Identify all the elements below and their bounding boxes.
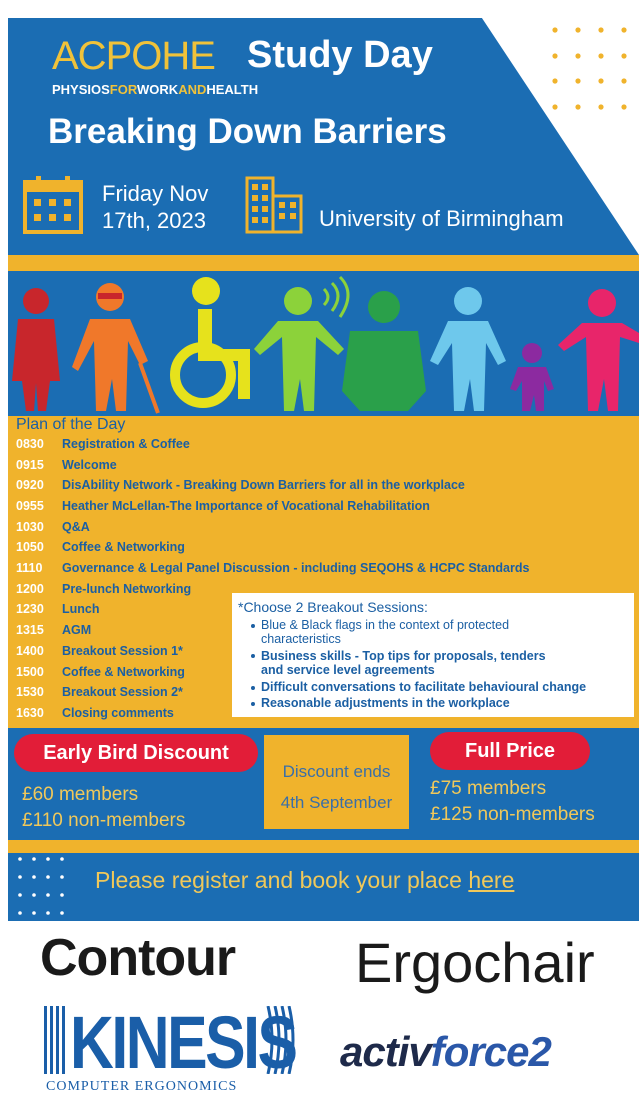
breakout-item: Blue & Black flags in the context of protected characteristics [261,618,510,646]
activforce-logo: activforce2 [340,1028,551,1075]
early-bird-prices: £60 members £110 non-members [22,784,186,831]
schedule-row: 0915 Welcome [16,458,117,472]
org-logo-acronym: ACPOHE [52,34,215,78]
breakout-item: Reasonable adjustments in the workplace [261,696,510,710]
schedule-row: 1630 Closing comments [16,706,174,720]
ergochair-logo: Ergochair [355,931,595,994]
full-price-badge: Full Price [430,732,590,770]
schedule-row: 1110 Governance & Legal Panel Discussion - including SEQOHS & HCPC Standards [16,561,530,575]
page-title: Breaking Down Barriers [48,112,447,151]
discount-ends-text: Discount ends 4th September [280,762,393,812]
schedule-row: 1530 Breakout Session 2* [16,685,183,699]
dot-pattern-icon [16,855,70,917]
breakout-title: *Choose 2 Breakout Sessions: [238,599,428,615]
register-link[interactable]: here [468,867,515,893]
kinesis-stripes-left-icon [44,1006,70,1074]
schedule-row: 1400 Breakout Session 1* [16,644,183,658]
register-cta: Please register and book your place here [95,867,515,893]
divider-stripe [8,255,639,271]
event-date: Friday Nov 17th, 2023 [102,181,209,233]
full-prices: £75 members £125 non-members [430,778,595,825]
bullet-icon [251,686,255,690]
breakout-item: Difficult conversations to facilitate behavioural change [261,680,587,694]
diverse-people-illustration [8,271,639,416]
schedule-row: 0955 Heather McLellan-The Importance of Vocational Rehabilitation [16,499,430,513]
schedule-row: 1200 Pre-lunch Networking [16,582,192,596]
schedule-row: 1500 Coffee & Networking [16,665,185,679]
kinesis-stripes-right-icon [266,1006,296,1074]
contour-logo: Contour [40,929,236,987]
schedule-row: 1050 Coffee & Networking [16,540,185,554]
kinesis-logo: KINESIS [70,1001,296,1084]
schedule-row: 1230 Lunch [16,602,100,616]
plan-title: Plan of the Day [16,416,126,433]
kinesis-tagline: COMPUTER ERGONOMICS [46,1079,238,1094]
event-type: Study Day [247,34,433,76]
building-icon [244,176,306,234]
org-logo-subtitle: PHYSIOSFORWORKANDHEALTH [52,82,259,97]
bullet-icon [251,654,255,658]
schedule-row: 1030 Q&A [16,520,90,534]
schedule-row: 1315 AGM [16,623,92,637]
divider-stripe [8,840,639,853]
schedule-row: 0830 Registration & Coffee [16,437,190,451]
calendar-icon [22,174,84,236]
schedule-row: 0920 DisAbility Network - Breaking Down Barriers for all in the workplace [16,478,465,492]
bullet-icon [251,624,255,628]
bullet-icon [251,702,255,706]
early-bird-badge: Early Bird Discount [14,734,258,772]
breakout-item: Business skills - Top tips for proposals, tenders and service level agreements [261,649,546,677]
event-venue: University of Birmingham [319,206,564,231]
